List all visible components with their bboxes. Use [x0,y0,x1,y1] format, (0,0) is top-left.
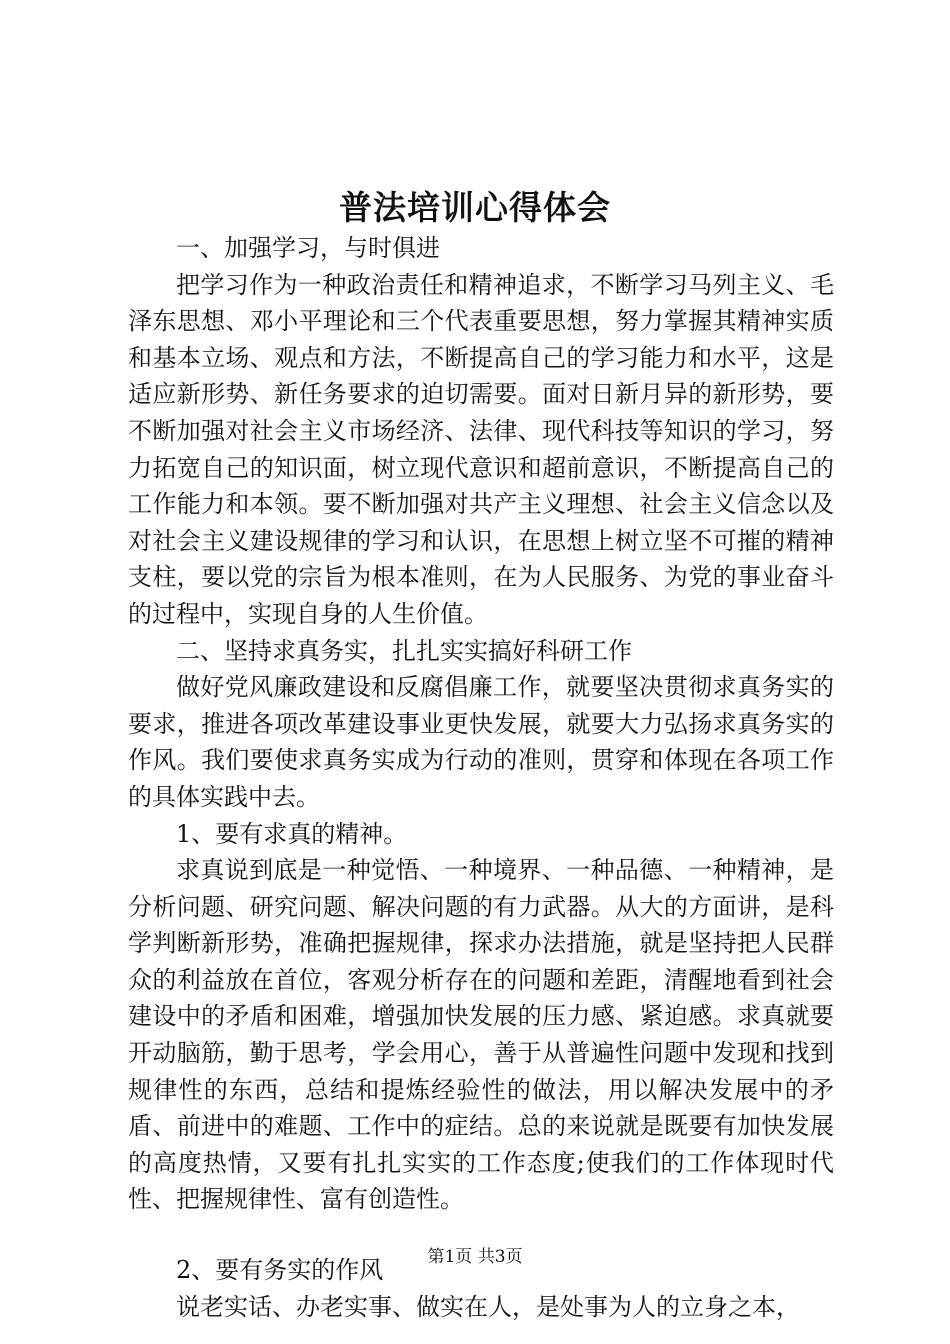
sub-heading-1: 1、要有求真的精神。 [176,819,408,848]
body-paragraph-2: 做好党风廉政建设和反腐倡廉工作，就要坚决贯彻求真务实的要求，推进各项改革建设事业更快发展，就要大力弘扬求真务实的作风。我们要使求真务实成为行动的准则，贯穿和体现在各项工作的具体实践中去。 [128,673,834,811]
document-title: 普法培训心得体会 [339,188,611,227]
section-heading-1: 一、加强学习，与时俱进 [176,234,440,262]
page-number-footer: 第1页 共3页 [427,1247,523,1267]
body-paragraph-4: 说老实话、办老实事、做实在人，是处事为人的立身之本， [176,1292,800,1321]
section-heading-2: 二、坚持求真务实，扎扎实实搞好科研工作 [176,636,632,665]
sub-heading-2: 2、要有务实的作风 [176,1256,384,1285]
document-body [128,230,834,1325]
body-paragraph-3: 求真说到底是一种觉悟、一种境界、一种品德、一种精神，是分析问题、研究问题、解决问题的有力武器。从大的方面讲，是科学判断新形势，准确把握规律，探求办法措施，就是坚持把人民群众的利益放在首位，客观分析存在的问题和差距，清醒地看到社会建设中的矛盾和困难，增强加快发展的压力感、紧迫感。求真就要开动脑筋，勤于思考，学会用心，善于从普遍性问题中发现和找到规律性的东西，总结和提炼经验性的做法，用以解决发展中的矛盾、前进中的难题、工作中的症结。总的来说就是既要有加快发展的高度热情，又要有扎扎实实的工作态度;使我们的工作体现时代性、把握规律性、富有创造性。 [128,856,834,1214]
body-paragraph-1: 把学习作为一种政治责任和精神追求，不断学习马列主义、毛泽东思想、邓小平理论和三个代表重要思想，努力掌握其精神实质和基本立场、观点和方法，不断提高自己的学习能力和水平，这是适应新形势、新任务要求的迫切需要。面对日新月异的新形势，要不断加强对社会主义市场经济、法律、现代科技等知识的学习，努力拓宽自己的知识面，树立现代意识和超前意识，不断提高自己的工作能力和本领。要不断加强对共产主义理想、社会主义信念以及对社会主义建设规律的学习和认识，在思想上树立坚不可摧的精神支柱，要以党的宗旨为根本准则，在为人民服务、为党的事业奋斗的过程中，实现自身的人生价值。 [128,270,834,628]
